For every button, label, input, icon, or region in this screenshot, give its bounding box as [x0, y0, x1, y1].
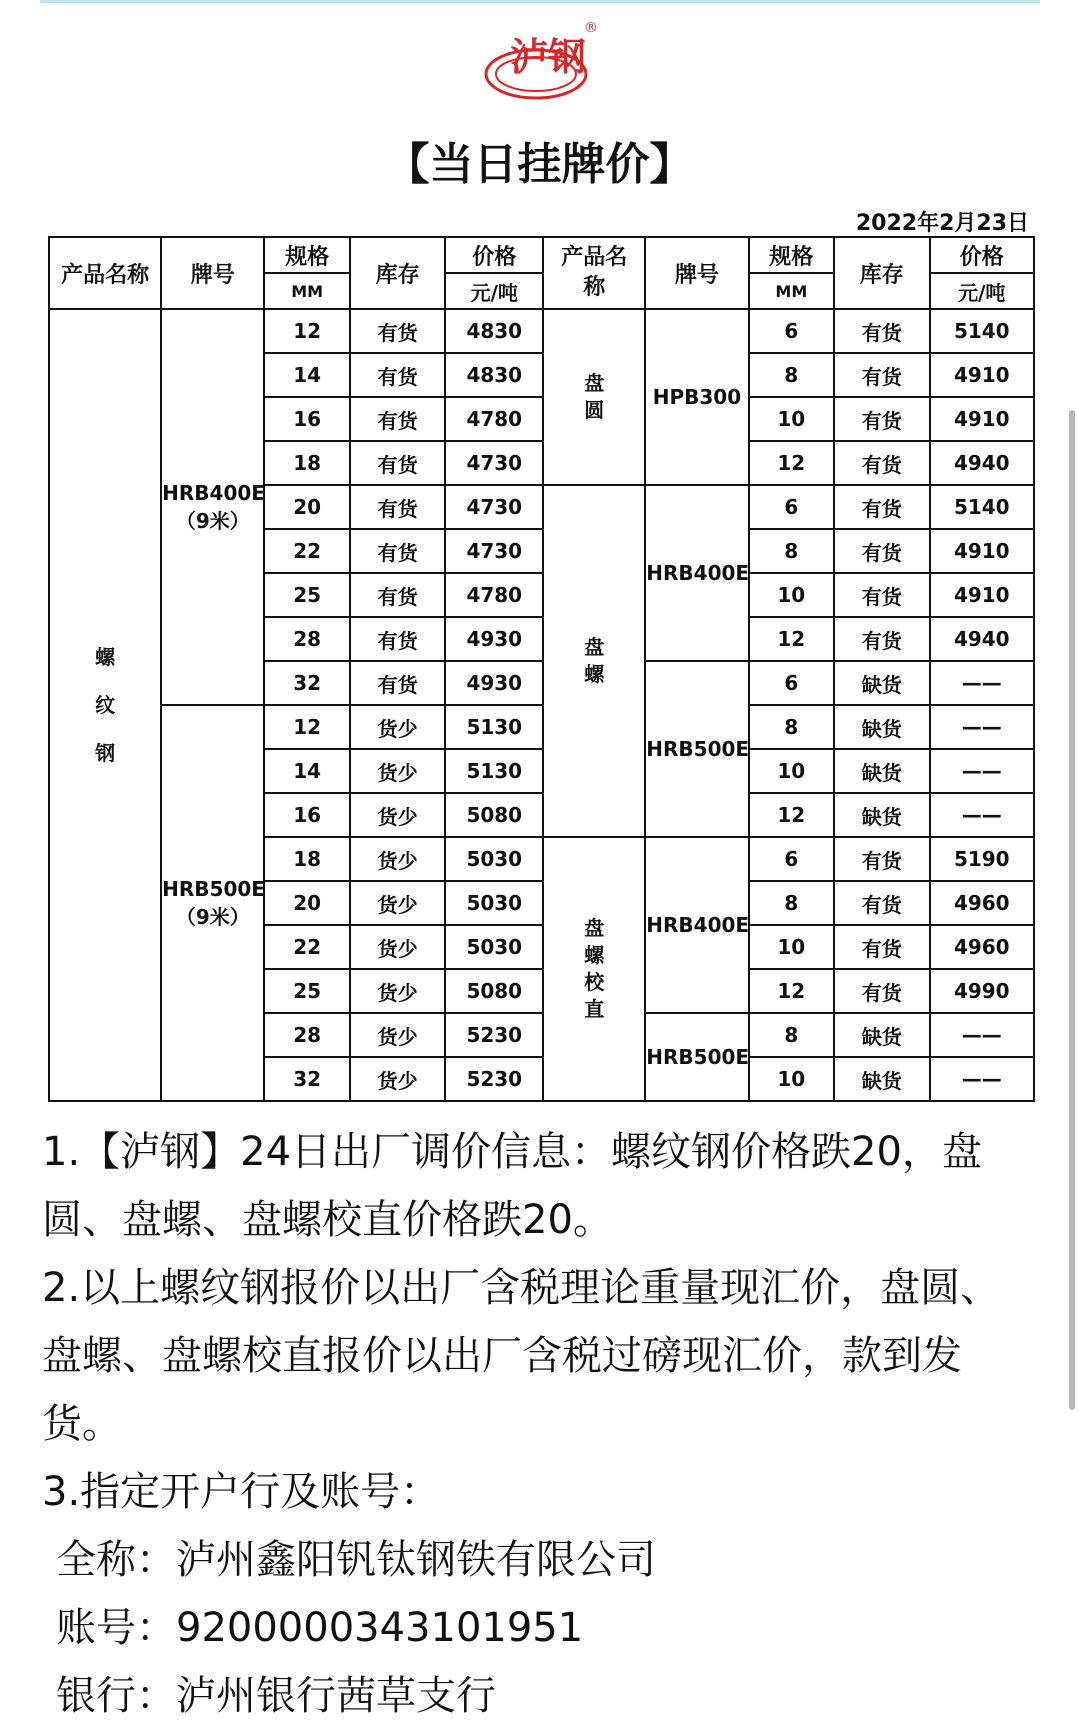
price-table: [48, 236, 1035, 1102]
account-fullname: 全称：泸州鑫阳钒钛钢铁有限公司: [56, 1537, 656, 1583]
grade-cell-right: HRB500E: [645, 1013, 748, 1101]
price-cell-right: ——: [930, 661, 1034, 705]
spec-cell-right: 10: [749, 925, 835, 969]
stock-cell-right: 有货: [834, 529, 930, 573]
stock-cell-right: 有货: [834, 485, 930, 529]
account-number: 账号：9200000343101951: [56, 1605, 584, 1651]
stock-cell-right: 有货: [834, 397, 930, 441]
grade-cell-right: HRB500E: [645, 661, 748, 837]
grade-cell-right: HRB400E: [645, 485, 748, 661]
spec-cell-right: 8: [749, 1013, 835, 1057]
price-cell-right: 4910: [930, 397, 1034, 441]
price-cell: 4830: [445, 309, 543, 353]
header-price-unit: 元/吨: [445, 273, 543, 309]
header-stock-right: 库存: [834, 237, 930, 309]
spec-cell-right: 6: [749, 661, 835, 705]
price-cell-right: ——: [930, 705, 1034, 749]
price-cell: 4930: [445, 617, 543, 661]
logo-text: 泸钢: [510, 35, 587, 79]
scrollbar[interactable]: [1069, 410, 1075, 1410]
price-cell: 4730: [445, 441, 543, 485]
page-title: 【当日挂牌价】: [385, 139, 694, 190]
price-cell: 4780: [445, 573, 543, 617]
grade-cell: [161, 309, 264, 705]
product-name-coil: 盘 螺 校 直: [543, 837, 645, 1101]
grade-label: HRB400E: [162, 480, 265, 505]
price-cell: 5230: [445, 1013, 543, 1057]
stock-cell: 货少: [350, 705, 446, 749]
stock-cell: 货少: [350, 881, 446, 925]
stock-cell-right: 缺货: [834, 705, 930, 749]
spec-cell: 22: [264, 529, 350, 573]
luzhou-steel-logo: [484, 12, 614, 112]
grade-note: （9米）: [175, 508, 250, 533]
spec-cell-right: 12: [749, 617, 835, 661]
stock-cell: 货少: [350, 837, 446, 881]
grade-cell-right: HRB400E: [645, 837, 748, 1013]
stock-cell: 有货: [350, 529, 446, 573]
stock-cell: 有货: [350, 353, 446, 397]
stock-cell: 有货: [350, 441, 446, 485]
spec-cell: 16: [264, 793, 350, 837]
stock-cell-right: 有货: [834, 925, 930, 969]
stock-cell-right: 有货: [834, 441, 930, 485]
product-name-rebar: 螺 纹 钢: [49, 309, 161, 1101]
stock-cell: 货少: [350, 793, 446, 837]
price-cell: 5030: [445, 881, 543, 925]
grade-cell-right: HPB300: [645, 309, 748, 485]
price-cell-right: ——: [930, 1057, 1034, 1101]
stock-cell-right: 有货: [834, 837, 930, 881]
price-cell-right: ——: [930, 1013, 1034, 1057]
stock-cell: 有货: [350, 485, 446, 529]
spec-cell: 18: [264, 837, 350, 881]
account-bank: 银行：泸州银行茜草支行: [56, 1673, 496, 1719]
grade-note: （9米）: [175, 904, 250, 929]
spec-cell: 12: [264, 309, 350, 353]
stock-cell-right: 缺货: [834, 1057, 930, 1101]
spec-cell-right: 8: [749, 881, 835, 925]
price-cell-right: 5140: [930, 485, 1034, 529]
price-cell: 4930: [445, 661, 543, 705]
spec-cell: 28: [264, 617, 350, 661]
product-name-coil: 盘 圆: [543, 309, 645, 485]
spec-cell-right: 10: [749, 749, 835, 793]
note-pricing-basis: 2.以上螺纹钢报价以出厂含税理论重量现汇价，盘圆、盘螺、盘螺校直报价以出厂含税过磅现汇价，款到发货。: [42, 1265, 1001, 1447]
header-grade: 牌号: [161, 237, 264, 309]
logo-mark-icon: [484, 12, 614, 112]
spec-cell: 32: [264, 661, 350, 705]
stock-cell-right: 有货: [834, 881, 930, 925]
spec-cell: 20: [264, 881, 350, 925]
price-cell: 5080: [445, 793, 543, 837]
spec-cell-right: 6: [749, 837, 835, 881]
stock-cell: 有货: [350, 661, 446, 705]
stock-cell-right: 缺货: [834, 1013, 930, 1057]
spec-cell-right: 12: [749, 793, 835, 837]
spec-cell-right: 10: [749, 573, 835, 617]
stock-cell: 有货: [350, 309, 446, 353]
stock-cell-right: 有货: [834, 969, 930, 1013]
stock-cell: 有货: [350, 397, 446, 441]
spec-cell-right: 8: [749, 705, 835, 749]
price-cell-right: 4990: [930, 969, 1034, 1013]
spec-cell: 20: [264, 485, 350, 529]
stock-cell-right: 有货: [834, 617, 930, 661]
stock-cell-right: 缺货: [834, 793, 930, 837]
price-cell-right: 5140: [930, 309, 1034, 353]
price-cell: 4780: [445, 397, 543, 441]
header-stock: 库存: [350, 237, 446, 309]
top-divider: [40, 0, 1040, 3]
header-product: 产品名称: [49, 237, 161, 309]
header-price: 价格: [445, 237, 543, 273]
spec-cell: 25: [264, 969, 350, 1013]
header-spec-right: 规格: [749, 237, 835, 273]
price-cell: 5130: [445, 705, 543, 749]
grade-label: HRB500E: [162, 876, 265, 901]
stock-cell: 货少: [350, 969, 446, 1013]
notes-section: [42, 1118, 1032, 1730]
spec-cell-right: 6: [749, 485, 835, 529]
price-cell-right: ——: [930, 793, 1034, 837]
price-cell: 5130: [445, 749, 543, 793]
spec-cell-right: 8: [749, 353, 835, 397]
spec-cell: 28: [264, 1013, 350, 1057]
price-cell-right: 4910: [930, 573, 1034, 617]
registered-mark: ®: [584, 20, 598, 36]
note-bank-heading: 3.指定开户行及账号：: [42, 1469, 441, 1515]
spec-cell: 14: [264, 353, 350, 397]
header-spec: 规格: [264, 237, 350, 273]
spec-cell: 14: [264, 749, 350, 793]
spec-cell-right: 6: [749, 309, 835, 353]
stock-cell: 货少: [350, 749, 446, 793]
price-cell: 5080: [445, 969, 543, 1013]
table-row: [49, 705, 1034, 749]
spec-cell: 32: [264, 1057, 350, 1101]
header-product-right: 产品名称: [543, 237, 645, 309]
stock-cell: 货少: [350, 1013, 446, 1057]
spec-cell: 22: [264, 925, 350, 969]
spec-cell-right: 8: [749, 529, 835, 573]
price-cell: 4830: [445, 353, 543, 397]
product-name-coil: 盘 螺: [543, 485, 645, 837]
spec-cell: 25: [264, 573, 350, 617]
stock-cell: 有货: [350, 573, 446, 617]
spec-cell: 12: [264, 705, 350, 749]
price-date: 2022年2月23日: [855, 211, 1029, 236]
header-spec-unit-right: MM: [749, 273, 835, 309]
header-spec-unit: MM: [264, 273, 350, 309]
stock-cell-right: 有货: [834, 309, 930, 353]
spec-cell-right: 12: [749, 969, 835, 1013]
spec-cell-right: 12: [749, 441, 835, 485]
note-price-change: 1.【泸钢】24日出厂调价信息：螺纹钢价格跌20，盘圆、盘螺、盘螺校直价格跌20。: [42, 1129, 982, 1243]
spec-cell: 16: [264, 397, 350, 441]
spec-cell-right: 10: [749, 1057, 835, 1101]
stock-cell: 有货: [350, 617, 446, 661]
header-price-right: 价格: [930, 237, 1034, 273]
stock-cell-right: 有货: [834, 573, 930, 617]
spec-cell-right: 10: [749, 397, 835, 441]
spec-cell: 18: [264, 441, 350, 485]
price-cell: 4730: [445, 529, 543, 573]
stock-cell-right: 有货: [834, 353, 930, 397]
price-cell-right: 4910: [930, 353, 1034, 397]
price-cell: 5230: [445, 1057, 543, 1101]
price-cell-right: 4960: [930, 881, 1034, 925]
stock-cell: 货少: [350, 1057, 446, 1101]
price-cell-right: 5190: [930, 837, 1034, 881]
price-cell: 5030: [445, 925, 543, 969]
header-price-unit-right: 元/吨: [930, 273, 1034, 309]
price-cell-right: 4960: [930, 925, 1034, 969]
stock-cell-right: 缺货: [834, 749, 930, 793]
table-row: [49, 309, 1034, 353]
stock-cell: 货少: [350, 925, 446, 969]
price-cell-right: 4940: [930, 441, 1034, 485]
grade-cell: [161, 705, 264, 1101]
price-cell-right: 4910: [930, 529, 1034, 573]
header-grade-right: 牌号: [645, 237, 748, 309]
price-cell: 5030: [445, 837, 543, 881]
price-cell-right: ——: [930, 749, 1034, 793]
price-cell: 4730: [445, 485, 543, 529]
stock-cell-right: 缺货: [834, 661, 930, 705]
price-cell-right: 4940: [930, 617, 1034, 661]
